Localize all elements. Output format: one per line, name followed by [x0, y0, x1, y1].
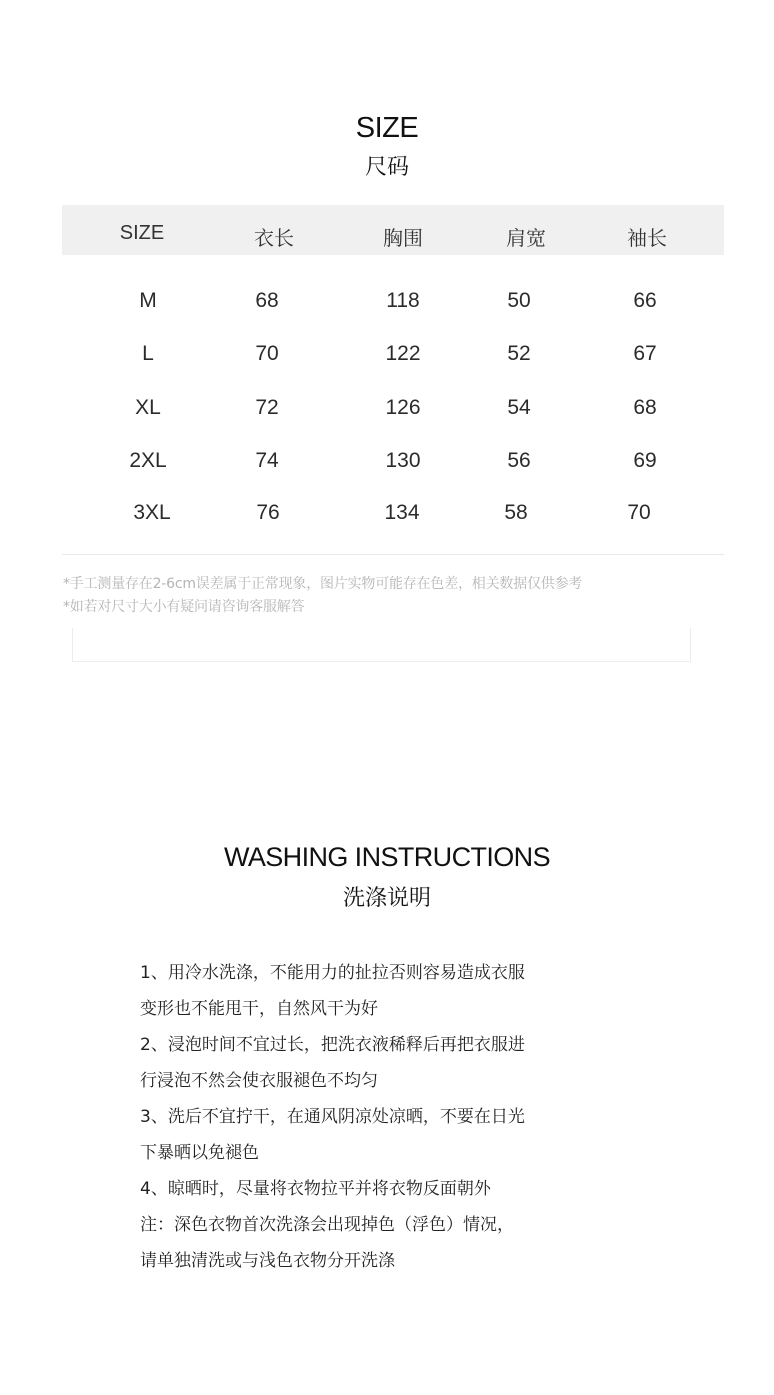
table-row [62, 329, 724, 382]
cell-size: M [139, 289, 157, 312]
cell-shoulder: 54 [507, 396, 531, 419]
cell-shoulder: 56 [507, 449, 531, 472]
instruction-line: 注：深色衣物首次洗涤会出现掉色（浮色）情况， [140, 1215, 514, 1235]
cell-size: 2XL [129, 449, 167, 472]
cell-length: 68 [255, 289, 279, 312]
cell-length: 70 [255, 342, 279, 365]
instruction-line: 3、洗后不宜拧干，在通风阴凉处凉晒，不要在日光 [140, 1107, 525, 1127]
header-sleeve: 袖长 [627, 228, 667, 250]
instruction-line: 变形也不能甩干，自然风干为好 [140, 999, 378, 1019]
header-shoulder: 肩宽 [506, 228, 546, 250]
customer-service-note: *如若对尺寸大小有疑问请咨询客服解答 [63, 599, 305, 615]
instruction-line: 4、晾晒时，尽量将衣物拉平并将衣物反面朝外 [140, 1179, 491, 1199]
instruction-line: 请单独清洗或与浅色衣物分开洗涤 [140, 1251, 395, 1271]
size-table [62, 205, 724, 524]
cell-length: 72 [255, 396, 279, 419]
instruction-line: 1、用冷水洗涤，不能用力的扯拉否则容易造成衣服 [140, 963, 525, 983]
washing-title-en: WASHING INSTRUCTIONS [223, 842, 550, 872]
table-row [62, 276, 724, 329]
table-divider [62, 554, 724, 555]
cell-length: 74 [255, 449, 279, 472]
cell-shoulder: 50 [507, 289, 531, 312]
cell-sleeve: 69 [633, 449, 657, 472]
table-row [62, 436, 724, 489]
cell-size: 3XL [133, 501, 171, 524]
cell-sleeve: 70 [627, 501, 651, 524]
cell-sleeve: 66 [633, 289, 657, 312]
blank-frame [72, 628, 691, 662]
header-length: 衣长 [254, 228, 294, 250]
measurement-note: *手工测量存在2-6cm误差属于正常现象，图片实物可能存在色差，相关数据仅供参考 [63, 576, 583, 592]
table-row [62, 383, 724, 436]
washing-title-zh: 洗涤说明 [342, 886, 431, 911]
washing-instructions [140, 958, 660, 1282]
size-title-zh: 尺码 [364, 155, 409, 180]
size-title-en: SIZE [355, 112, 419, 144]
header-chest: 胸围 [383, 228, 423, 250]
cell-chest: 134 [384, 501, 420, 524]
cell-shoulder: 58 [504, 501, 528, 524]
cell-chest: 130 [385, 449, 421, 472]
cell-sleeve: 67 [633, 342, 657, 365]
cell-chest: 122 [385, 342, 421, 365]
instruction-line: 2、浸泡时间不宜过长，把洗衣液稀释后再把衣服进 [140, 1035, 525, 1055]
cell-sleeve: 68 [633, 396, 657, 419]
header-size: SIZE [119, 222, 165, 244]
cell-size: L [142, 342, 154, 365]
cell-shoulder: 52 [507, 342, 531, 365]
size-table-header [62, 205, 724, 255]
cell-size: XL [135, 396, 161, 419]
cell-length: 76 [256, 501, 280, 524]
instruction-line: 行浸泡不然会使衣服褪色不均匀 [140, 1071, 378, 1091]
cell-chest: 118 [386, 289, 420, 312]
instruction-line: 下暴晒以免褪色 [140, 1143, 259, 1163]
cell-chest: 126 [385, 396, 421, 419]
table-row [62, 488, 724, 541]
